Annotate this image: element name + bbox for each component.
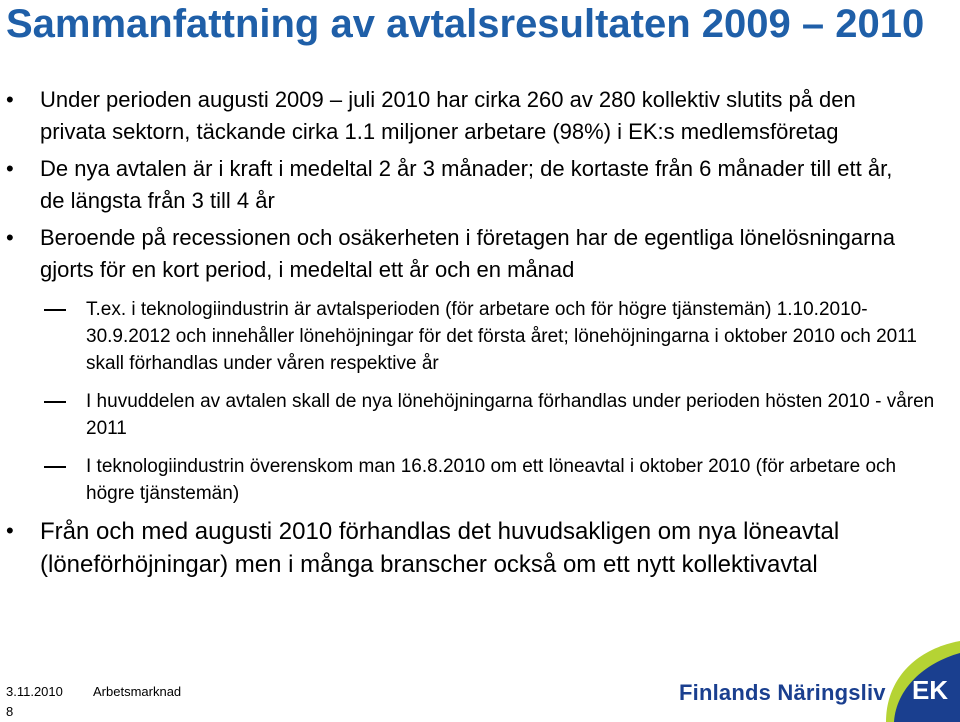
footer-date: 3.11.2010 (6, 684, 63, 699)
page-number: 8 (6, 704, 14, 719)
sub-bullet-item (0, 296, 936, 377)
sub-bullet-text: I teknologiindustrin överenskom man 16.8.2010 om ett löneavtal i oktober 2010 (för arbetare och högre tjänstemän) (86, 456, 897, 504)
bullet-icon: • (6, 156, 14, 181)
sub-bullet-text: I huvuddelen av avtalen skall de nya lönehöjningarna förhandlas under perioden hösten 2010 - våren 2011 (86, 391, 935, 439)
bullet-item (0, 84, 920, 148)
sub-bullet-item (0, 453, 936, 507)
dash-icon (44, 401, 66, 403)
bullet-text: Beroende på recessionen och osäkerheten i företagen har de egentliga lönelösningarna gjorts för en kort period, i medeltal ett år och en månad (40, 225, 895, 282)
sub-bullet-item (0, 388, 936, 442)
bullet-text: Från och med augusti 2010 förhandlas det huvudsakligen om nya löneavtal (löneförhöjningar) men i många branscher också om ett nytt kollektivavtal (40, 518, 840, 578)
bullet-text: De nya avtalen är i kraft i medeltal 2 år 3 månader; de kortaste från 6 månader till ett år, de längsta från 3 till 4 år (40, 156, 893, 213)
bullet-item (0, 153, 920, 217)
bullet-item (0, 222, 920, 286)
bullet-text: Under perioden augusti 2009 – juli 2010 har cirka 260 av 280 kollektiv slutits på den privata sektorn, täckande cirka 1.1 miljoner arbetare (98%) i EK:s medlemsföretag (40, 87, 856, 144)
sub-bullet-text: T.ex. i teknologiindustrin är avtalsperioden (för arbetare och för högre tjänstemän) 1.10.2010-30.9.2012 och innehåller lönehöjningar för det första året; lönehöjningarna i oktober 2010 och 2011 skall förhandlas under våren respektive år (86, 299, 917, 374)
dash-icon (44, 309, 66, 311)
logo-mark-text: EK (911, 675, 949, 705)
bullet-icon: • (6, 518, 14, 543)
bullet-list (0, 84, 960, 586)
ek-logo-icon (846, 639, 960, 722)
bullet-icon: • (6, 87, 14, 112)
bullet-item (0, 515, 920, 581)
logo-text: Finlands Näringsliv (679, 680, 886, 705)
bullet-icon: • (6, 225, 14, 250)
slide-title: Sammanfattning av avtalsresultaten 2009 – 2010 (6, 2, 925, 46)
dash-icon (44, 466, 66, 468)
footer-label: Arbetsmarknad (93, 684, 182, 699)
